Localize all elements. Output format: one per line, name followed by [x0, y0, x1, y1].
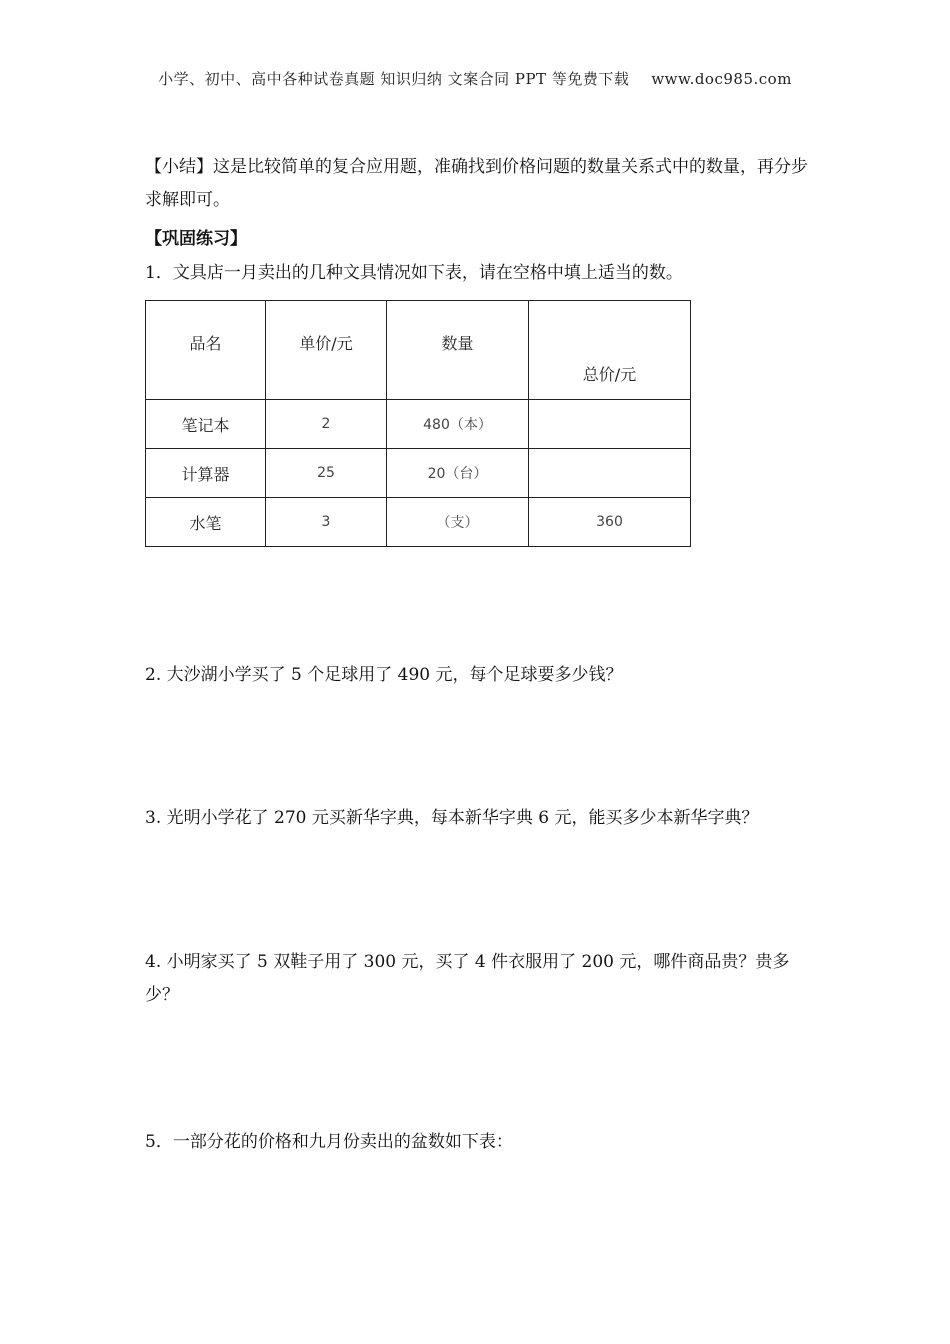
question-5: 5．一部分花的价格和九月份卖出的盆数如下表：	[145, 1132, 513, 1152]
table-cell-blank	[529, 400, 691, 449]
table-row	[146, 498, 691, 547]
stationery-table	[145, 300, 691, 547]
practice-heading: 【巩固练习】	[145, 229, 247, 249]
table-row	[146, 400, 691, 449]
table-header-cell: 品名	[146, 301, 266, 400]
table-cell: 25	[266, 449, 387, 498]
table-cell: 2	[266, 400, 387, 449]
question-2: 2. 大沙湖小学买了 5 个足球用了 490 元，每个足球要多少钱？	[145, 665, 623, 685]
table-header-cell: 单价/元	[266, 301, 387, 400]
header-site: www.doc985.com	[651, 70, 792, 88]
table-cell: （支）	[387, 498, 529, 547]
table-cell-blank	[529, 449, 691, 498]
question-3: 3. 光明小学花了 270 元买新华字典，每本新华字典 6 元，能买多少本新华字典？	[145, 808, 759, 828]
table-header-cell: 总价/元	[529, 301, 691, 400]
page-header	[0, 68, 950, 89]
table-cell: 水笔	[146, 498, 266, 547]
header-text: 小学、初中、高中各种试卷真题 知识归纳 文案合同 PPT 等免费下载	[158, 70, 630, 88]
table-header-row	[146, 301, 691, 400]
table-cell: 480（本）	[387, 400, 529, 449]
question-4: 4. 小明家买了 5 双鞋子用了 300 元，买了 4 件衣服用了 200 元，哪件商品贵？贵多少？	[145, 952, 790, 1005]
table-cell: 计算器	[146, 449, 266, 498]
table-row	[146, 449, 691, 498]
table-cell: 笔记本	[146, 400, 266, 449]
question-1: 1．文具店一月卖出的几种文具情况如下表，请在空格中填上适当的数。	[145, 263, 683, 283]
table-cell: 20（台）	[387, 449, 529, 498]
table-cell: 3	[266, 498, 387, 547]
table-header-cell: 数量	[387, 301, 529, 400]
table-cell: 360	[529, 498, 691, 547]
summary-paragraph: 【小结】这是比较简单的复合应用题，准确找到价格问题的数量关系式中的数量，再分步求解即可。	[145, 157, 808, 210]
